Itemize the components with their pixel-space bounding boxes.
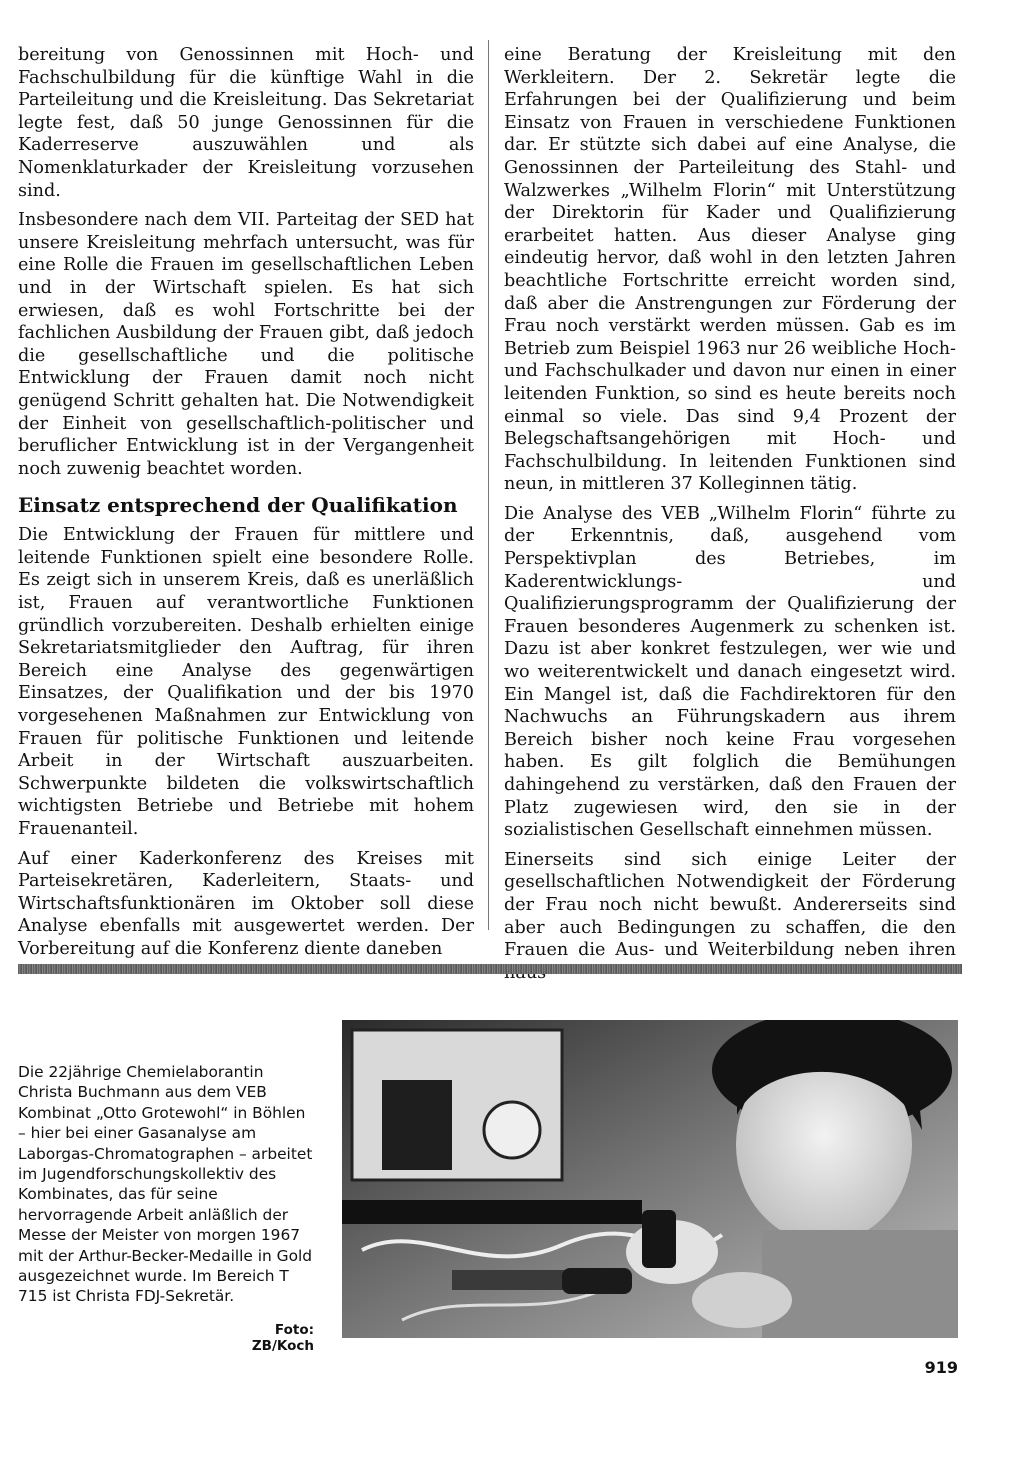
paragraph: Einerseits sind sich einige Leiter der gesellschaftlichen Notwendigkeit der Förderung der Frau noch nicht bewußt. Andererseits sind aber auch Bedingungen zu schaffen, die den Frauen die Aus- und Weiterbildung neben ihren: [504, 849, 956, 961]
column-divider: [488, 40, 489, 930]
photo-lab-technician: [342, 1020, 958, 1338]
photo-credit: Foto: ZB/Koch: [251, 1322, 314, 1354]
left-text-column: [18, 44, 474, 968]
page-number: 919: [924, 1358, 958, 1377]
paragraph: eine Beratung der Kreisleitung mit den Werkleitern. Der 2. Sekretär legte die Erfahrungen bei der Qualifizierung und beim Einsatz von Frauen in verschiedene Funktionen dar. Er stützte sich dabei auf eine Analyse, die Genossinnen der Parteileitung des Stahl- und Walzwerkes „Wilhelm Florin“ mit Unterstützung der Direktorin für Kader und Qualifizierung erarbeitet hatten. Aus dieser Analyse ging eindeutig hervor, daß wohl in den letzten Jahren beachtliche Fortschritte erreicht worden sind, daß aber die Anstrengungen zur Förderung der Frau noch verstärkt werden müssen. Gab es im Betrieb zum Beispiel 1963 nur 26 weibliche Hoch- und Fachschulkader und davon nur einen in einer leitenden Funktion, so sind es heute bereits noch einmal so viele. Das sind 9,4 Prozent der Belegschaftsangehörigen mit Hoch- und Fachschulbildung. In leitenden Funktionen sind neun, in mittleren 37 Kolleginnen tätig.: [504, 45, 956, 495]
paragraph: Auf einer Kaderkonferenz des Kreises mit Parteisekretären, Kaderleitern, Staats- und Wirtschaftsfunktionären im Oktober soll diese Analyse ebenfalls mit ausgewertet werden. Der Vorbereitung auf die Konferenz diente daneben: [18, 848, 474, 959]
decorative-divider-band: [18, 964, 962, 974]
paragraph: bereitung von Genossinnen mit Hoch- und Fachschulbildung für die künftige Wahl in die Parteileitung und die Kreisleitung. Das Sekretariat legte fest, daß 50 junge Genossinnen für die Kaderreserve auszuwählen und als Nomenklaturkader der Kreisleitung vorzusehen sind.: [18, 45, 474, 201]
right-text-column: [504, 44, 956, 991]
section-heading: Einsatz entsprechend der Qualifikation: [18, 493, 458, 518]
paragraph: Die Analyse des VEB „Wilhelm Florin“ führte zu der Erkenntnis, daß, ausgehend vom Perspektivplan des Betriebes, im Kaderentwicklungs- und Qualifizierungsprogramm der Qualifizierung der Frauen besonderes Augenmerk zu schenken ist. Dazu ist aber konkret festzulegen, wer wie und wo weiterentwickelt und danach eingesetzt wird. Ein Mangel ist, daß die Fachdirektoren für den Nachwuchs an Führungskadern aus ihrem Bereich bisher noch keine Frau vorgesehen haben. Es gilt folglich die Bemühungen dahingehend zu verstärken, daß den Frauen der Platz zugewiesen wird, den sie in der sozialistischen Gesellschaft einnehmen müssen.: [504, 503, 956, 841]
paragraph: Die Entwicklung der Frauen für mittlere und leitende Funktionen spielt eine besondere Rolle. Es zeigt sich in unserem Kreis, daß es unerläßlich ist, Frauen auf verantwortliche Funktionen gründlich vorzubereiten. Deshalb erhielten einige Sekretariatsmitglieder den Auftrag, für ihren Bereich eine Analyse des gegenwärtigen Einsatzes, der Qualifikation und der bis 1970 vorgesehenen Maßnahmen zur Entwicklung von Frauen für politische Funktionen und leitende Arbeit in der Wirtschaft auszuarbeiten. Schwerpunkte bildeten die volkswirtschaftlich wichtigsten Betriebe und Betriebe mit hohem Frauenanteil.: [18, 525, 474, 839]
photo-caption: Die 22jährige Chemielaborantin Christa Buchmann aus dem VEB Kombinat „Otto Grotewohl“ in Böhlen – hier bei einer Gasanalyse am Laborgas-Chromatographen – arbeitet im Jugendforschungskollektiv des Kombinates, das für seine hervorragende Arbeit anläßlich der Messe der Meister von morgen 1967 mit der Arthur-Becker-Medaille in Gold ausgezeichnet wurde. Im Bereich T 715 ist Christa FDJ-Sekretär.: [18, 1063, 313, 1306]
paragraph: Insbesondere nach dem VII. Parteitag der SED hat unsere Kreisleitung mehrfach untersucht, was für eine Rolle die Frauen im gesellschaftlichen Leben und in der Wirtschaft spielen. Es hat sich erwiesen, daß es wohl Fortschritte bei der fachlichen Ausbildung der Frauen gibt, daß jedoch die gesellschaftliche und die politische Entwicklung der Frauen damit noch nicht genügend Schritt gehalten hat. Die Notwendigkeit der Einheit von gesellschaftlich-politischer und beruflicher Entwicklung ist in der Vergangenheit noch zuwenig beachtet worden.: [18, 210, 474, 479]
